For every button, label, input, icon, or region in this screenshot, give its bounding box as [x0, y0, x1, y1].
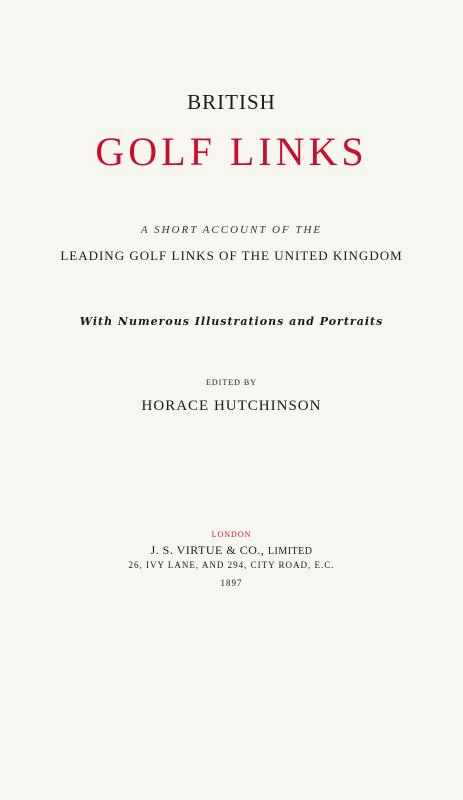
- publisher-suffix: LIMITED: [267, 546, 313, 557]
- publication-year: 1897: [220, 578, 243, 588]
- publication-place: LONDON: [211, 530, 252, 539]
- title-line-2: GOLF LINKS: [95, 129, 368, 174]
- publisher-address: 26, IVY LANE, AND 294, CITY ROAD, E.C.: [128, 560, 335, 570]
- illustrations-note: With Numerous Illustrations and Portraits: [79, 315, 384, 328]
- publisher-main: J. S. VIRTUE & CO.,: [150, 543, 265, 557]
- subtitle-line-1: A SHORT ACCOUNT OF THE: [140, 224, 323, 236]
- title-line-1: BRITISH: [187, 90, 276, 114]
- subtitle-line-2: LEADING GOLF LINKS OF THE UNITED KINGDOM: [60, 248, 403, 263]
- edited-by-label: EDITED BY: [206, 378, 257, 387]
- publisher-name: [0, 543, 463, 558]
- editor-name: HORACE HUTCHINSON: [141, 398, 322, 414]
